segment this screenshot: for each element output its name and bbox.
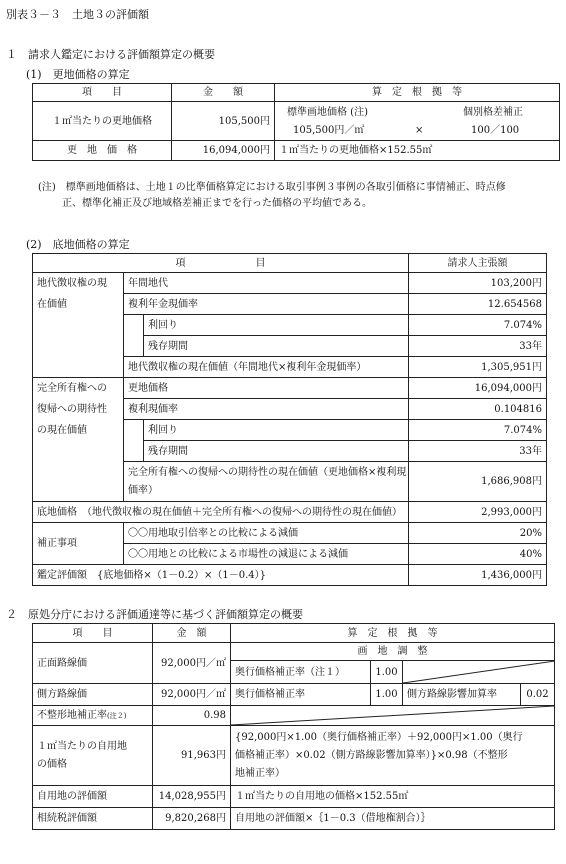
pv-reversion-label bbox=[124, 462, 409, 502]
group-rent-value-label bbox=[33, 273, 124, 378]
individual-adjust-value: 100／100 bbox=[471, 125, 520, 136]
multiply-sign: × bbox=[415, 125, 424, 136]
remaining-period-value: 33年 bbox=[409, 441, 547, 462]
col-header-basis: 算 定 根 拠 等 bbox=[231, 624, 555, 643]
col-header-claim: 請求人主張額 bbox=[409, 254, 547, 273]
adjustment-1-label: 〇〇用地取引倍率との比較による減価 bbox=[124, 523, 409, 544]
side-road-value: 92,000円／㎡ bbox=[153, 684, 231, 706]
yield-value: 7.074% bbox=[409, 315, 547, 336]
row-unit-price-basis bbox=[275, 102, 560, 141]
land-price-table bbox=[32, 83, 560, 161]
leased-land-price-value: 2,993,000円 bbox=[409, 502, 547, 523]
appraisal-value-label: 鑑定評価額 {底地価格×（1－0.2）×（1－0.4）} bbox=[33, 565, 409, 586]
pv-rent-label: 地代徴収権の現在価値（年間地代×複利年金現価率） bbox=[124, 357, 409, 378]
irregular-rate-label bbox=[33, 706, 153, 726]
diagonal-line bbox=[403, 661, 555, 683]
note-1-line-1: (注) 標準画地価格は、土地１の比準価格算定における取引事例３事例の各取引価格に事情補正、時点修 bbox=[38, 182, 506, 193]
indent-spacer bbox=[124, 420, 144, 462]
irregular-rate-text: 不整形地補正率 bbox=[37, 709, 107, 721]
group-reversion-value-label bbox=[33, 378, 124, 502]
pv-rate-label: 複利現価率 bbox=[124, 399, 409, 420]
pv-reversion-line-2: 価率） bbox=[128, 484, 158, 496]
group-reversion-label-line-1: 完全所有権への bbox=[37, 383, 107, 394]
inheritance-basis: 自用地の評価額×｛1－0.3（借地権割合）｝ bbox=[231, 808, 555, 830]
front-road-label: 正面路線価 bbox=[33, 643, 153, 684]
unit-price-value: 91,963円 bbox=[153, 726, 231, 786]
row-unit-price-amount: 105,500円 bbox=[172, 102, 275, 141]
standard-price-value: 105,500円／㎡ bbox=[293, 125, 365, 136]
unit-price-label-line-1: １㎡当たりの自用地 bbox=[37, 740, 127, 752]
indent-spacer bbox=[124, 315, 144, 357]
row-land-price-amount: 16,094,000円 bbox=[172, 141, 275, 161]
adjustment-1-value: 20% bbox=[409, 523, 547, 544]
adjustment-2-value: 40% bbox=[409, 544, 547, 565]
front-road-value: 92,000円／㎡ bbox=[153, 643, 231, 684]
row-land-price-basis: １㎡当たりの更地価格×152.55㎡ bbox=[275, 141, 560, 161]
remaining-period-value: 33年 bbox=[409, 336, 547, 357]
col-header-amount: 金 額 bbox=[172, 84, 275, 102]
land-price-value: 16,094,000円 bbox=[409, 378, 547, 399]
group-rent-label-line-2: 在価値 bbox=[37, 299, 67, 310]
own-use-basis: １㎡当たりの自用地の価格×152.55㎡ bbox=[231, 786, 555, 808]
leased-land-price-table bbox=[32, 253, 547, 586]
blank-diagonal-cell bbox=[231, 706, 555, 726]
adjustment-2-label: 〇〇用地との比較による市場性の減退による減価 bbox=[124, 544, 409, 565]
unit-price-basis-line-1: {92,000円×1.00（奥行価格補正率）＋92,000円×1.00（奥行 bbox=[235, 731, 523, 743]
diagonal-line bbox=[231, 706, 555, 725]
leased-land-price-label: 底地価格 （地代徴収権の現在価値＋完全所有権への復帰への期待性の現在価値） bbox=[33, 502, 409, 523]
section-2-heading: ２ 原処分庁における評価通達等に基づく評価額算定の概要 bbox=[6, 608, 303, 621]
pv-reversion-line-1: 完全所有権への復帰への期待性の現在価値（更地価格×複利現 bbox=[128, 466, 407, 478]
note-1-line-2: 正、標準化補正及び地域格差補正までを行った価格の平均値である。 bbox=[62, 198, 372, 209]
irregular-rate-value: 0.98 bbox=[153, 706, 231, 726]
pv-reversion-value: 1,686,908円 bbox=[409, 462, 547, 502]
yield-label: 利回り bbox=[144, 315, 409, 336]
unit-price-basis-line-2: 価格補正率）×0.02（側方路線影響加算率）}×0.98（不整形 bbox=[235, 749, 508, 761]
page-title: 別表３－３ 土地３の評価額 bbox=[6, 8, 149, 21]
individual-adjust-label: 個別格差補正 bbox=[463, 107, 523, 118]
adjustments-label: 補正事項 bbox=[33, 523, 124, 565]
depth-rate-2-label: 奥行価格補正率 bbox=[231, 684, 371, 706]
own-use-value: 14,028,955円 bbox=[153, 786, 231, 808]
standard-price-label: 標準画地価格 (注) bbox=[287, 107, 368, 118]
annual-rent-value: 103,200円 bbox=[409, 273, 547, 294]
yield-label: 利回り bbox=[144, 420, 409, 441]
inheritance-value: 9,820,268円 bbox=[153, 808, 231, 830]
inheritance-value-label: 相続税評価額 bbox=[33, 808, 153, 830]
blank-diagonal-cell bbox=[403, 661, 555, 684]
section-1-1-heading: (1) 更地価格の算定 bbox=[26, 68, 130, 81]
annual-rent-label: 年間地代 bbox=[124, 273, 409, 294]
pv-rent-value: 1,305,951円 bbox=[409, 357, 547, 378]
annuity-rate-value: 12.654568 bbox=[409, 294, 547, 315]
section-1-2-heading: (2) 底地価格の算定 bbox=[26, 238, 130, 251]
tax-valuation-table bbox=[32, 623, 555, 830]
col-header-basis: 算 定 根 拠 等 bbox=[275, 84, 560, 102]
side-road-add-label: 側方路線影響加算率 bbox=[403, 684, 521, 706]
group-rent-label-line-1: 地代徴収権の現 bbox=[37, 278, 107, 289]
side-road-label: 側方路線価 bbox=[33, 684, 153, 706]
unit-price-label bbox=[33, 726, 153, 786]
row-unit-price-item: １㎡当たりの更地価格 bbox=[33, 102, 172, 141]
unit-price-basis-line-3: 地補正率） bbox=[235, 767, 285, 779]
annuity-rate-label: 複利年金現価率 bbox=[124, 294, 409, 315]
col-header-item: 項 目 bbox=[33, 624, 153, 643]
unit-price-basis bbox=[231, 726, 555, 786]
lot-adjust-header: 画 地 調 整 bbox=[231, 643, 555, 661]
side-road-add-value: 0.02 bbox=[521, 684, 555, 706]
pv-rate-value: 0.104816 bbox=[409, 399, 547, 420]
col-header-amount: 金 額 bbox=[153, 624, 231, 643]
depth-rate-1-label: 奥行価格補正率（注１） bbox=[231, 661, 371, 684]
depth-rate-2-value: 1.00 bbox=[371, 684, 403, 706]
appraisal-value: 1,436,000円 bbox=[409, 565, 547, 586]
group-reversion-label-line-3: の現在価値 bbox=[37, 425, 87, 436]
unit-price-label-line-2: の価格 bbox=[37, 758, 67, 770]
irregular-note-ref: (注２) bbox=[107, 711, 127, 720]
col-header-item: 項 目 bbox=[33, 84, 172, 102]
section-1-heading: １ 請求人鑑定における評価額算定の概要 bbox=[6, 48, 215, 61]
own-use-value-label: 自用地の評価額 bbox=[33, 786, 153, 808]
depth-rate-1-value: 1.00 bbox=[371, 661, 403, 684]
row-land-price-item: 更 地 価 格 bbox=[33, 141, 172, 161]
remaining-period-label: 残存期間 bbox=[144, 336, 409, 357]
col-header-item: 項 目 bbox=[33, 254, 409, 273]
remaining-period-label: 残存期間 bbox=[144, 441, 409, 462]
group-reversion-label-line-2: 復帰への期待性 bbox=[37, 404, 107, 415]
yield-value: 7.074% bbox=[409, 420, 547, 441]
land-price-label: 更地価格 bbox=[124, 378, 409, 399]
